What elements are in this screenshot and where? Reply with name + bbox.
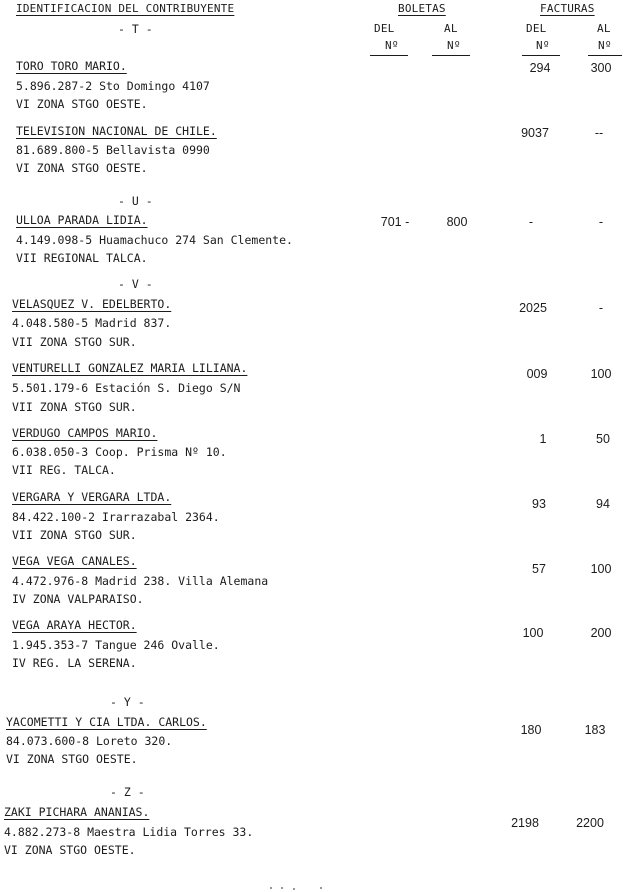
entry-zone: IV ZONA VALPARAISO. xyxy=(12,592,144,606)
entry-name: VEGA ARAYA HECTOR. xyxy=(12,618,137,632)
entry-facturas-del: 180 xyxy=(520,723,542,737)
column-rule xyxy=(432,55,470,56)
entry-facturas-al: 100 xyxy=(590,367,612,381)
entry-name: VEGA VEGA CANALES. xyxy=(12,554,137,568)
section-letter-t: - T - xyxy=(118,22,153,36)
entry-rut-address: 4.472.976-8 Madrid 238. Villa Alemana xyxy=(12,574,269,588)
entry-facturas-del: 57 xyxy=(532,562,546,576)
header-facturas-del-no: Nº xyxy=(536,39,550,52)
entry-facturas-del: 9037 xyxy=(521,126,549,140)
header-boletas-al-no: Nº xyxy=(447,39,461,52)
section-letter-v: - V - xyxy=(118,277,153,291)
entry-rut-address: 4.882.273-8 Maestra Lidia Torres 33. xyxy=(4,825,254,839)
entry-rut-address: 84.073.600-8 Loreto 320. xyxy=(6,734,173,748)
entry-zone: VII REGIONAL TALCA. xyxy=(16,251,148,265)
header-boletas-al: AL xyxy=(444,22,458,35)
header-title: IDENTIFICACION DEL CONTRIBUYENTE xyxy=(16,2,235,15)
entry-facturas-al: -- xyxy=(594,126,604,140)
entry-facturas-al: 94 xyxy=(596,497,610,511)
entry-facturas-al: 200 xyxy=(590,626,612,640)
entry-rut-address: 1.945.353-7 Tangue 246 Ovalle. xyxy=(12,638,220,652)
entry-rut-address: 5.896.287-2 Sto Domingo 4107 xyxy=(16,79,210,93)
entry-facturas-al: - xyxy=(598,301,604,315)
section-letter-y: - Y - xyxy=(110,695,145,709)
entry-zone: VII REG. TALCA. xyxy=(12,463,116,477)
entry-name: VERDUGO CAMPOS MARIO. xyxy=(12,426,158,440)
column-rule xyxy=(522,55,560,56)
entry-rut-address: 5.501.179-6 Estación S. Diego S/N xyxy=(12,381,241,395)
entry-facturas-al: 100 xyxy=(590,562,612,576)
entry-rut-address: 84.422.100-2 Irarrazabal 2364. xyxy=(12,510,220,524)
entry-name: ZAKI PICHARA ANANIAS. xyxy=(4,805,150,819)
header-boletas: BOLETAS xyxy=(398,2,446,15)
scan-speck xyxy=(293,888,295,890)
entry-facturas-del: - xyxy=(528,215,534,229)
scan-speck xyxy=(320,887,322,889)
entry-boletas-al: 800 xyxy=(446,215,468,229)
entry-facturas-del: 93 xyxy=(532,497,546,511)
entry-rut-address: 4.048.580-5 Madrid 837. xyxy=(12,316,172,330)
entry-name: VERGARA Y VERGARA LTDA. xyxy=(12,490,172,504)
entry-zone: VII ZONA STGO SUR. xyxy=(12,528,137,542)
header-boletas-del-no: Nº xyxy=(385,39,399,52)
entry-facturas-del: 100 xyxy=(522,626,544,640)
entry-name: TELEVISION NACIONAL DE CHILE. xyxy=(16,124,217,138)
entry-rut-address: 6.038.050-3 Coop. Prisma Nº 10. xyxy=(12,445,227,459)
entry-name: TORO TORO MARIO. xyxy=(16,59,127,73)
entry-name: ULLOA PARADA LIDIA. xyxy=(16,213,148,227)
header-facturas-al-no: Nº xyxy=(598,39,612,52)
entry-zone: IV REG. LA SERENA. xyxy=(12,656,137,670)
entry-facturas-al: 300 xyxy=(590,61,612,75)
entry-rut-address: 4.149.098-5 Huamachuco 274 San Clemente. xyxy=(16,233,293,247)
entry-facturas-del: 294 xyxy=(529,61,551,75)
entry-zone: VI ZONA STGO OESTE. xyxy=(16,97,148,111)
entry-name: VENTURELLI GONZALEZ MARIA LILIANA. xyxy=(12,361,248,375)
entry-facturas-del: 2198 xyxy=(511,816,539,830)
section-letter-z: - Z - xyxy=(110,785,145,799)
entry-facturas-al: 50 xyxy=(596,432,610,446)
entry-facturas-al: - xyxy=(598,215,604,229)
entry-boletas-del: 701 - xyxy=(380,215,410,229)
entry-rut-address: 81.689.800-5 Bellavista 0990 xyxy=(16,143,210,157)
column-rule xyxy=(588,55,622,56)
entry-zone: VI ZONA STGO OESTE. xyxy=(6,752,138,766)
header-facturas-al: AL xyxy=(597,22,611,35)
scan-speck xyxy=(270,887,272,889)
entry-zone: VI ZONA STGO OESTE. xyxy=(4,843,136,857)
section-letter-u: - U - xyxy=(118,194,153,208)
entry-zone: VI ZONA STGO OESTE. xyxy=(16,161,148,175)
entry-facturas-del: 009 xyxy=(526,367,548,381)
entry-name: YACOMETTI Y CIA LTDA. CARLOS. xyxy=(6,715,207,729)
scan-speck xyxy=(281,887,283,889)
header-facturas: FACTURAS xyxy=(540,2,595,15)
column-rule xyxy=(370,55,408,56)
header-boletas-del: DEL xyxy=(374,22,395,35)
entry-facturas-del: 1 xyxy=(539,432,547,446)
entry-facturas-del: 2025 xyxy=(519,301,547,315)
header-facturas-del: DEL xyxy=(526,22,547,35)
entry-zone: VII ZONA STGO SUR. xyxy=(12,335,137,349)
entry-facturas-al: 2200 xyxy=(576,816,604,830)
entry-name: VELASQUEZ V. EDELBERTO. xyxy=(12,297,172,311)
entry-zone: VII ZONA STGO SUR. xyxy=(12,400,137,414)
entry-facturas-al: 183 xyxy=(584,723,606,737)
